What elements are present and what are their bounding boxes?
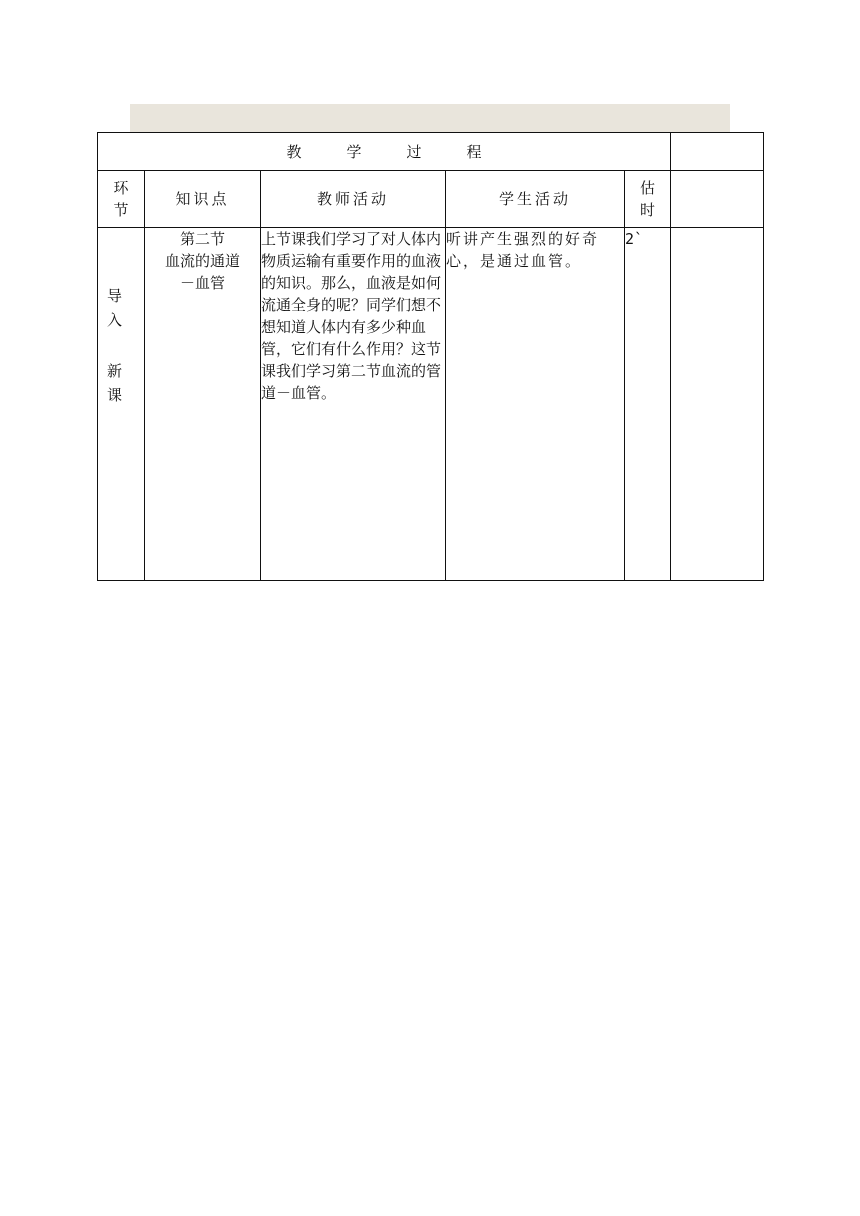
header-knowledge: 知识点 xyxy=(145,171,261,228)
knowledge-line-3: －血管 xyxy=(179,274,225,292)
table-title-cell xyxy=(98,133,671,171)
header-teacher: 教师活动 xyxy=(261,171,446,228)
knowledge-line-1: 第二节 xyxy=(179,230,225,248)
table-title-row xyxy=(98,133,764,171)
empty-title-cell xyxy=(671,133,764,171)
student-activity-cell xyxy=(446,228,625,581)
header-time xyxy=(625,171,671,228)
knowledge-cell xyxy=(145,228,261,581)
header-student: 学生活动 xyxy=(446,171,625,228)
empty-header-cell xyxy=(671,171,764,228)
student-activity-text: 听讲产生强烈的好奇心，是通过血管。 xyxy=(446,230,600,270)
header-time-label: 估时 xyxy=(640,179,656,219)
stage-char-4: 课 xyxy=(107,386,123,404)
table-row xyxy=(98,228,764,581)
header-stage-label: 环节 xyxy=(113,179,129,219)
header-stage xyxy=(98,171,145,228)
header-shade-band xyxy=(130,104,730,132)
table-header-row xyxy=(98,171,764,228)
stage-cell xyxy=(98,228,145,581)
table-title: 教 学 过 程 xyxy=(286,142,482,161)
time-cell xyxy=(625,228,671,581)
teacher-activity-cell xyxy=(261,228,446,581)
empty-body-cell xyxy=(671,228,764,581)
knowledge-line-2: 血流的通道 xyxy=(164,252,240,270)
lesson-process-table xyxy=(97,132,764,581)
stage-char-2: 入 xyxy=(107,311,123,329)
stage-char-3: 新 xyxy=(107,362,123,380)
teacher-activity-text: 上节课我们学习了对人体内物质运输有重要作用的血液的知识。那么，血液是如何流通全身的呢？同学们想不想知道人体内有多少种血管，它们有什么作用？这节课我们学习第二节血流的管道－血管。 xyxy=(261,230,442,402)
stage-char-1: 导 xyxy=(107,287,123,305)
time-value: 2` xyxy=(625,230,644,248)
